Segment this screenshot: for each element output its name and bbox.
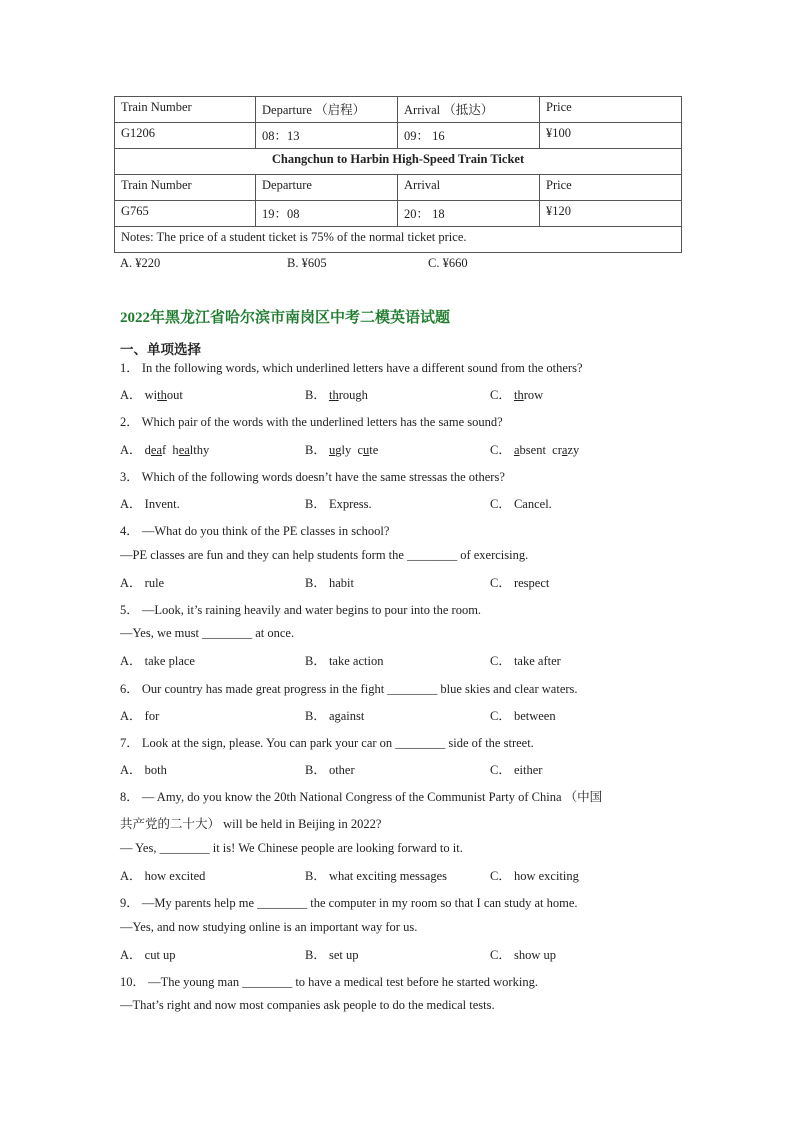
option-c: C． either: [490, 763, 543, 777]
question-1-stem: 1． In the following words, which underlined letters have a different sound from the others?: [120, 361, 583, 375]
option-a: A. ¥220: [120, 256, 161, 270]
section-title: 一、单项选择: [120, 342, 201, 357]
table-cell: 19：08: [256, 201, 398, 227]
option-a: A． take place: [120, 654, 195, 668]
option-c: C． absent crazy: [490, 443, 580, 457]
option-c: C． show up: [490, 948, 556, 962]
option-a: A． Invent.: [120, 497, 180, 511]
question-5-stem: 5． —Look, it’s raining heavily and water begins to pour into the room.: [120, 603, 482, 617]
option-c: C． respect: [490, 576, 550, 590]
table-cell: 20： 18: [398, 201, 540, 227]
option-b: B． Express.: [305, 497, 372, 511]
table-row: [115, 97, 682, 123]
table-cell: Price: [540, 175, 682, 201]
table-cell: Price: [540, 97, 682, 123]
question-6-stem: 6． Our country has made great progress in the fight ________ blue skies and clear waters.: [120, 682, 578, 696]
question-5-reply: —Yes, we must ________ at once.: [120, 626, 295, 640]
table-cell: Train Number: [115, 97, 256, 123]
option-c: C. ¥660: [428, 256, 468, 270]
table-cell: Departure: [256, 175, 398, 201]
question-9-reply: —Yes, and now studying online is an important way for us.: [120, 920, 418, 934]
option-b: B． take action: [305, 654, 384, 668]
option-b: B． ugly cute: [305, 443, 379, 457]
table-cell: 08：13: [256, 123, 398, 149]
option-b: B. ¥605: [287, 256, 327, 270]
table-cell: G765: [115, 201, 256, 227]
table-note-cell: Notes: The price of a student ticket is 75% of the normal ticket price.: [115, 227, 682, 253]
option-c: C． take after: [490, 654, 561, 668]
option-a: A． both: [120, 763, 167, 777]
option-b: B． other: [305, 763, 355, 777]
option-a: A． how excited: [120, 869, 206, 883]
question-4-stem: 4． —What do you think of the PE classes in school?: [120, 524, 390, 538]
option-c: C． Cancel.: [490, 497, 552, 511]
table-cell: 09： 16: [398, 123, 540, 149]
option-b: B． through: [305, 388, 368, 402]
table-row: [115, 123, 682, 149]
table-row: [115, 149, 682, 175]
option-a: A． for: [120, 709, 160, 723]
question-8-stem: 8． — Amy, do you know the 20th National Congress of the Communist Party of China （中国: [120, 790, 603, 804]
question-8-reply: — Yes, ________ it is! We Chinese people are looking forward to it.: [120, 841, 463, 855]
table-cell: ¥100: [540, 123, 682, 149]
table-cell: ¥120: [540, 201, 682, 227]
table-title-cell: Changchun to Harbin High-Speed Train Ticket: [115, 149, 682, 175]
option-b: B． against: [305, 709, 365, 723]
table-cell: G1206: [115, 123, 256, 149]
question-2-stem: 2． Which pair of the words with the underlined letters has the same sound?: [120, 415, 503, 429]
option-a: A． rule: [120, 576, 165, 590]
table-cell: Train Number: [115, 175, 256, 201]
option-b: B． habit: [305, 576, 354, 590]
option-c: C． between: [490, 709, 556, 723]
option-a: A． without: [120, 388, 183, 402]
table-row: [115, 201, 682, 227]
question-4-reply: —PE classes are fun and they can help students form the ________ of exercising.: [120, 548, 529, 562]
option-b: B． what exciting messages: [305, 869, 447, 883]
option-a: A． deaf healthy: [120, 443, 210, 457]
question-10-stem: 10． —The young man ________ to have a medical test before he started working.: [120, 975, 538, 989]
table-cell: Arrival: [398, 175, 540, 201]
question-7-stem: 7． Look at the sign, please. You can park your car on ________ side of the street.: [120, 736, 534, 750]
question-3-stem: 3． Which of the following words doesn’t have the same stressas the others?: [120, 470, 505, 484]
table-cell: Departure （启程）: [256, 97, 398, 123]
table-row: [115, 227, 682, 253]
option-c: C． throw: [490, 388, 544, 402]
exam-title: 2022年黑龙江省哈尔滨市南岗区中考二模英语试题: [120, 310, 451, 326]
option-c: C． how exciting: [490, 869, 579, 883]
option-b: B． set up: [305, 948, 359, 962]
table-cell: Arrival （抵达）: [398, 97, 540, 123]
question-10-reply: —That’s right and now most companies ask people to do the medical tests.: [120, 998, 495, 1012]
question-8-stem-cont: 共产党的二十大） will be held in Beijing in 2022?: [120, 817, 382, 831]
option-a: A． cut up: [120, 948, 176, 962]
question-9-stem: 9． —My parents help me ________ the computer in my room so that I can study at home.: [120, 896, 578, 910]
table-row: [115, 175, 682, 201]
train-ticket-table: [114, 96, 682, 253]
